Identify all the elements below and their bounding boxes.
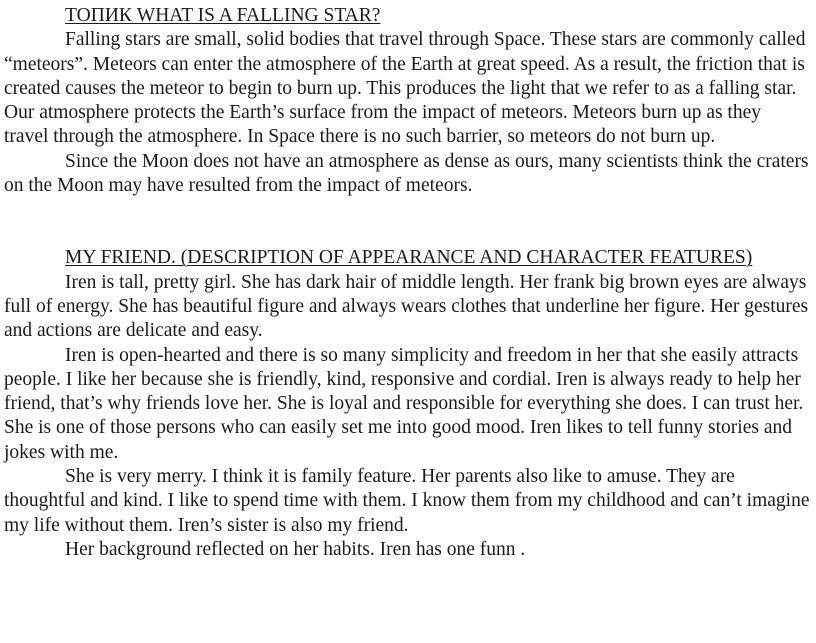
section-heading-my-friend: MY FRIEND. (DESCRIPTION OF APPEARANCE AND CHARACTER FEATURES): [65, 247, 753, 269]
paragraph-my-friend-1: Iren is tall, pretty girl. She has dark hair of middle length. Her frank big brown eyes are always full of energy. She has beautiful figure and always wears clothes that underline her figure. Her gestures and actions are delicate and easy.: [4, 271, 809, 342]
paragraph-my-friend-2: Iren is open-hearted and there is so many simplicity and freedom in her that she easily attracts people. I like her because she is friendly, kind, responsive and cordial. Iren is always ready to help her friend, that’s why friends love her. She is loyal and responsible for everything she does. I can trust her. She is one of those persons who can easily set me into good mood. Iren likes to tell funny stories and jokes with me.: [4, 344, 804, 463]
document-page: [4, 4, 810, 562]
paragraph-my-friend-4: Her background reflected on her habits. Iren has one funn .: [65, 538, 526, 560]
paragraph-my-friend-3: She is very merry. I think it is family feature. Her parents also like to amuse. They are thoughtful and kind. I like to spend time with them. I know them from my childhood and can’t imagine my life without them. Iren’s sister is also my friend.: [4, 466, 810, 536]
section-spacer: [4, 198, 810, 246]
section-heading-falling-star: ТОПИК WHAT IS A FALLING STAR?: [65, 5, 381, 26]
paragraph-falling-star-1: Falling stars are small, solid bodies that travel through Space. These stars are commonly called “meteors”. Meteors can enter the atmosphere of the Earth at great speed. As a result, the friction that is created causes the meteor to begin to burn up. This produces the light that we refer to as a falling star. Our atmosphere protects the Earth’s surface from the impact of meteors. Meteors burn up as they travel through the atmosphere. In Space there is no such barrier, so meteors do not burn up.: [4, 29, 806, 148]
paragraph-falling-star-2: Since the Moon does not have an atmosphere as dense as ours, many scientists think the craters on the Moon may have resulted from the impact of meteors.: [4, 150, 809, 197]
